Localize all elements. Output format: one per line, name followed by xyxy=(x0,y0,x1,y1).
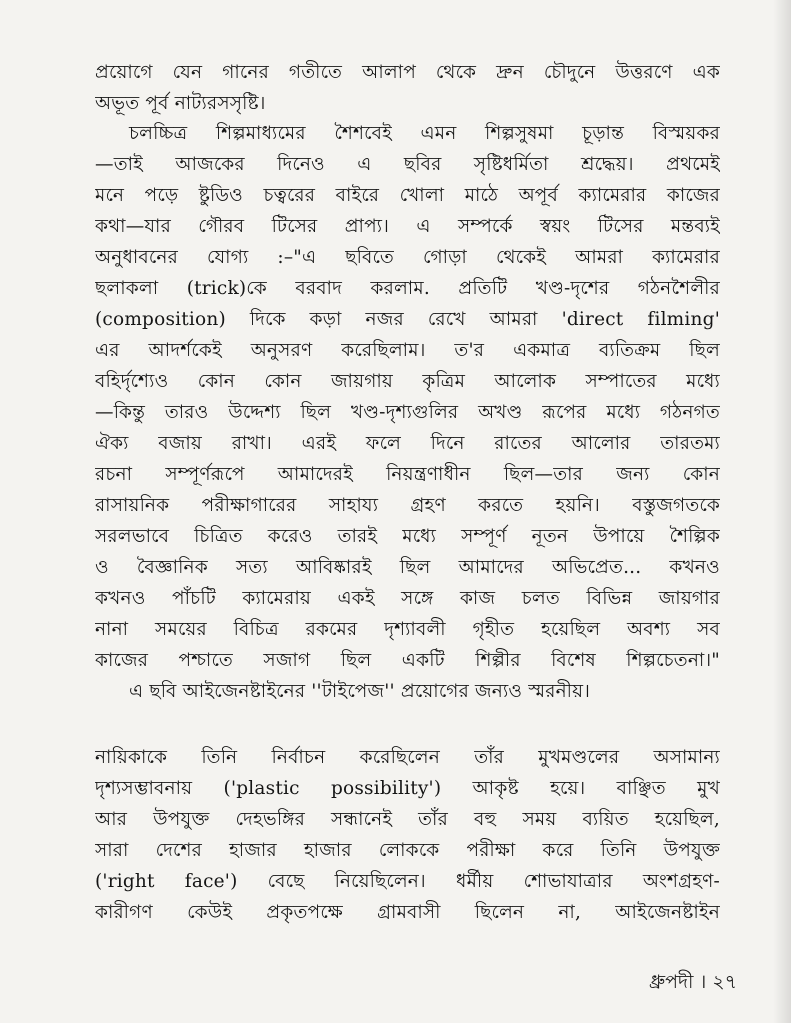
page-footer: ধ্রুপদী । ২৭ xyxy=(648,971,737,993)
paragraph-1 xyxy=(95,57,720,119)
text-line: (composition) দিকে কড়া নজর রেখে আমরা 'direct filming' xyxy=(95,309,720,330)
text-line: —তাই আজকের দিনেও এ ছবির সৃষ্টিধর্মিতা শ্রদ্ধেয়। প্রথমেই xyxy=(95,154,720,175)
text-line: কাজের পশ্চাতে সজাগ ছিল একটি শিল্পীর বিশেষ শিল্পচেতনা।" xyxy=(95,650,720,671)
text-line: ('right face') বেছে নিয়েছিলেন। ধর্মীয় শোভাযাত্রার অংশগ্রহণ- xyxy=(95,871,720,892)
text-line: ছলাকলা (trick)কে বরবাদ করলাম. প্রতিটি খণ্ড-দৃশের গঠনশৈলীর xyxy=(95,278,720,299)
paragraph-2 xyxy=(95,118,720,707)
text-line: কথা—যার গৌরব টিসের প্রাপ্য। এ সম্পর্কে স্বয়ং টিসের মন্তব্যই xyxy=(95,216,720,237)
text-line: সরলভাবে চিত্রিত করেও তারই মধ্যে সম্পূর্ণ নূতন উপায়ে শৈল্পিক xyxy=(95,526,720,547)
paragraph-3 xyxy=(95,742,720,928)
text-line: কখনও পাঁচটি ক্যামেরায় একই সঙ্গে কাজ চলত বিভিন্ন জায়গার xyxy=(95,588,720,609)
text-line: এ ছবি আইজেনষ্টাইনের ''টাইপেজ'' প্রয়োগের জন্যও স্মরনীয়। xyxy=(129,681,591,702)
text-line: নানা সময়ের বিচিত্র রকমের দৃশ্যাবলী গৃহীত হয়েছিল অবশ্য সব xyxy=(95,619,720,640)
text-line: কারীগণ কেউই প্রকৃতপক্ষে গ্রামবাসী ছিলেন না, আইজেনষ্টাইন xyxy=(95,902,720,923)
text-line: নায়িকাকে তিনি নির্বাচন করেছিলেন তাঁর মুখমণ্ডলের অসামান্য xyxy=(95,747,720,768)
text-line: ঐক্য বজায় রাখা। এরই ফলে দিনে রাতের আলোর তারতম্য xyxy=(95,433,720,454)
text-line: সারা দেশের হাজার হাজার লোককে পরীক্ষা করে তিনি উপযুক্ত xyxy=(95,840,720,861)
text-line: রচনা সম্পূর্ণরূপে আমাদেরই নিয়ন্ত্রণাধীন ছিল—তার জন্য কোন xyxy=(95,464,720,485)
text-line: অভূত পূর্ব নাট্যরসসৃষ্টি। xyxy=(95,93,266,114)
text-line: দৃশ্যসম্ভাবনায় ('plastic possibility') আকৃষ্ট হয়ে। বাঞ্ছিত মুখ xyxy=(95,778,720,799)
text-line: প্রয়োগে যেন গানের গতীতে আলাপ থেকে দ্রুন চৌদুনে উত্তরণে এক xyxy=(95,62,720,83)
text-line: রাসায়নিক পরীক্ষাগারের সাহায্য গ্রহণ করতে হয়নি। বস্তুজগতকে xyxy=(95,495,720,516)
text-line: চলচ্চিত্র শিল্পমাধ্যমের শৈশবেই এমন শিল্পসুষমা চূড়ান্ত বিস্ময়কর xyxy=(129,123,720,144)
text-line: আর উপযুক্ত দেহভঙ্গির সন্ধানেই তাঁর বহু সময় ব্যয়িত হয়েছিল, xyxy=(95,809,720,830)
text-line: ও বৈজ্ঞানিক সত্য আবিষ্কারই ছিল আমাদের অভিপ্রেত... কখনও xyxy=(95,557,720,578)
text-line: এর আদর্শকেই অনুসরণ করেছিলাম। ত'র একমাত্র ব্যতিক্রম ছিল xyxy=(95,340,720,361)
page-edge-shadow xyxy=(773,0,791,1023)
text-line: মনে পড়ে ষ্টুডিও চত্বরের বাইরে খোলা মাঠে অপূর্ব ক্যামেরার কাজের xyxy=(95,185,720,206)
text-line: বহির্দৃশ্যেও কোন কোন জায়গায় কৃত্রিম আলোক সম্পাতের মধ্যে xyxy=(95,371,720,392)
text-line: —কিন্তু তারও উদ্দেশ্য ছিল খণ্ড-দৃশ্যগুলির অখণ্ড রূপের মধ্যে গঠনগত xyxy=(95,402,720,423)
text-line: অনুধাবনের যোগ্য :–"এ ছবিতে গোড়া থেকেই আমরা ক্যামেরার xyxy=(95,247,720,268)
